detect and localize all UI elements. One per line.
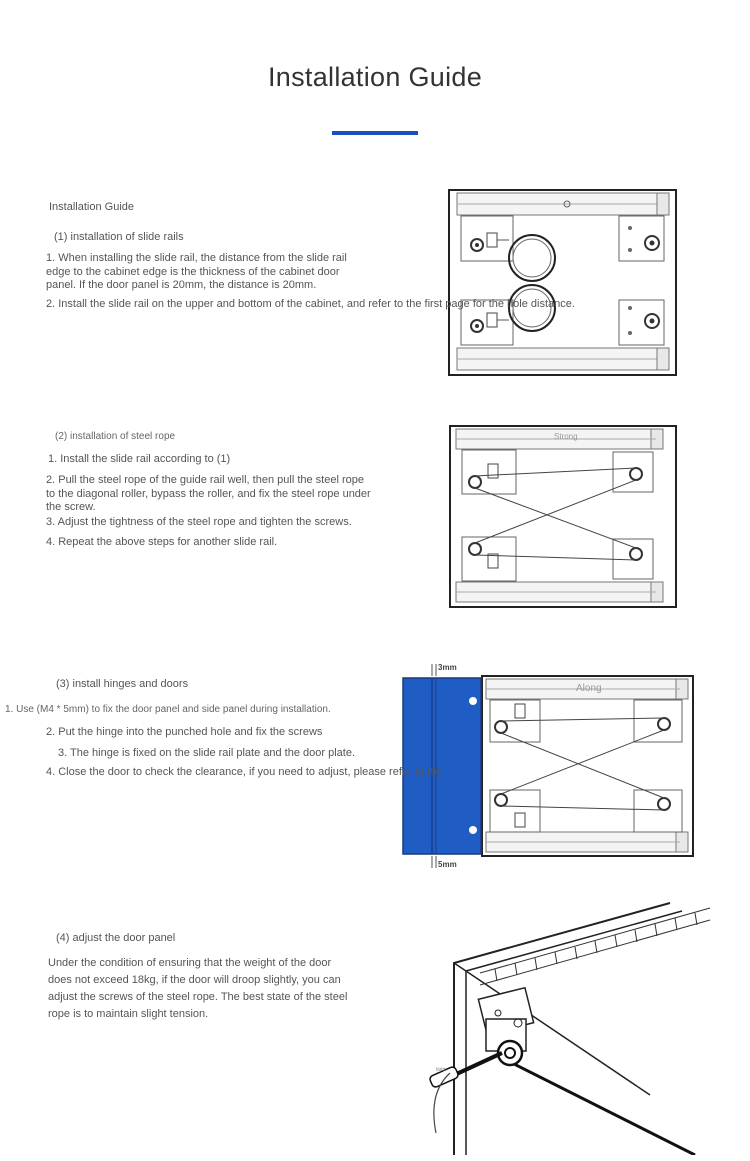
dimension-top: 3mm [438,663,457,672]
section2-step-4: 4. Repeat the above steps for another slide rail. [46,536,278,548]
adjust-figure-label: tight [436,1067,446,1073]
section4-body: Under the condition of ensuring that the weight of the door does not exceed 18kg, if the door will droop slightly, you can adjust the screws of the steel rope. The best state of the steel rope is to maintain slight tension. [48,957,348,1020]
steel-rope-diagram [448,424,680,610]
hinge-figure-label: Along [576,683,602,694]
section2-step-3: 3. Adjust the tightness of the steel rope and tighten the screws. [46,516,352,528]
title-underline [332,131,418,135]
section2-subheading: (2) installation of steel rope [55,431,176,442]
slide-rail-diagram [447,188,679,378]
steel-rope-figure-label: Strong [554,432,578,441]
section3-step-2: 2. Put the hinge into the punched hole and fix the screws [46,726,323,738]
section1-step-2: 2. Install the slide rail on the upper and bottom of the cabinet, and refer to the first page for the hole distance. [46,298,575,310]
section3-subheading: (3) install hinges and doors [56,678,189,690]
section1-subheading: (1) installation of slide rails [54,231,184,243]
section1-heading: Installation Guide [49,201,134,213]
dimension-bottom: 5mm [438,860,457,869]
section3-step-3: 3. The hinge is fixed on the slide rail plate and the door plate. [58,747,355,759]
section2-step-2: 2. Pull the steel rope of the guide rail well, then pull the steel rope to the diagonal roller, bypass the roller, and fix the steel rope under the screw. [46,474,371,513]
section1-step-1: 1. When installing the slide rail, the distance from the slide rail edge to the cabinet edge is the thickness of the cabinet door panel. If the door panel is 20mm, the distance is 20mm. [46,252,347,291]
page-title: Installation Guide [267,62,483,92]
section3-step-4: 4. Close the door to check the clearance, if you need to adjust, please refer to (5). [46,766,444,778]
section3-step-1: 1. Use (M4 * 5mm) to fix the door panel and side panel during installation. [5,704,331,715]
door-adjust-diagram [420,893,725,1155]
section4-subheading: (4) adjust the door panel [56,932,176,944]
section2-step-1: 1. Install the slide rail according to (1) [48,453,231,465]
